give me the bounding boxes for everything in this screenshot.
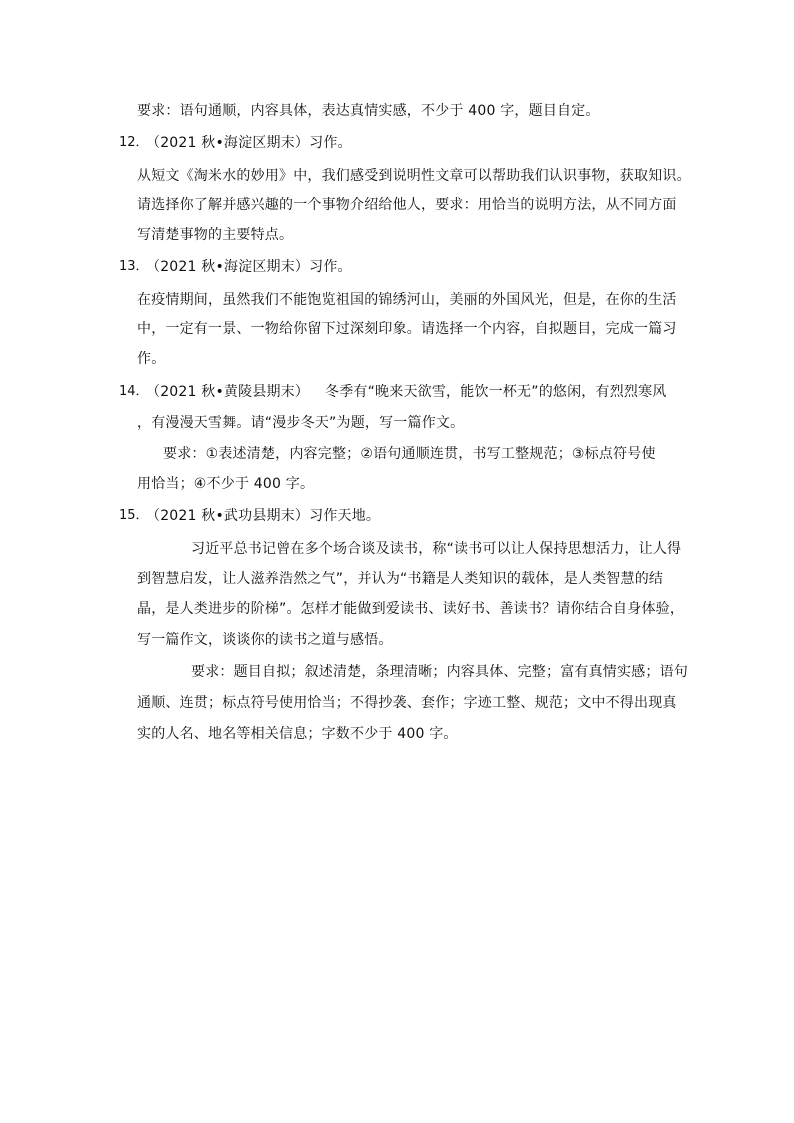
question-15-number: 15． <box>119 508 149 523</box>
question-15-header: （2021 秋•武功县期末）习作天地。 <box>146 508 381 524</box>
question-14-requirement-2: 用恰当；④不少于 400 字。 <box>137 476 315 492</box>
question-13-line-1: 在疫情期间，虽然我们不能饱览祖国的锦绣河山，美丽的外国风光，但是，在你的生活 <box>137 292 677 308</box>
question-12-line-1: 从短文《淘米水的妙用》中，我们感受到说明性文章可以帮助我们认识事物，获取知识。 <box>137 168 691 184</box>
intro-requirement: 要求：语句通顺，内容具体，表达真情实感，不少于 400 字，题目自定。 <box>137 103 600 119</box>
question-14-header: （2021 秋•黄陵县期末） <box>146 384 310 400</box>
question-15-line-2: 到智慧启发，让人滋养浩然之气”，并认为“书籍是人类知识的载体，是人类智慧的结 <box>137 571 664 587</box>
question-13-line-3: 作。 <box>137 351 166 367</box>
question-12-line-2: 请选择你了解并感兴趣的一个事物介绍给他人，要求：用恰当的说明方法，从不同方面 <box>137 197 677 213</box>
question-14-line-1: ，有漫漫天雪舞。请“漫步冬天”为题，写一篇作文。 <box>137 415 465 431</box>
question-15-line-1: 习近平总书记曾在多个场合谈及读书，称“读书可以让人保持思想活力，让人得 <box>191 541 682 557</box>
question-15-requirement-2: 通顺、连贯；标点符号使用恰当；不得抄袭、套作；字迹工整、规范；文中不得出现真 <box>137 695 677 711</box>
question-15-line-3: 晶，是人类进步的阶梯”。怎样才能做到爱读书、读好书、善读书？请你结合自身体验， <box>137 601 685 617</box>
question-15-requirement-3: 实的人名、地名等相关信息；字数不少于 400 字。 <box>137 726 458 742</box>
question-13-number: 13． <box>119 259 149 274</box>
question-13-line-2: 中，一定有一景、一物给你留下过深刻印象。请选择一个内容，自拟题目，完成一篇习 <box>137 321 677 337</box>
question-12-line-3: 写清楚事物的主要特点。 <box>137 227 294 243</box>
question-14-requirement-1: 要求：①表述清楚，内容完整；②语句通顺连贯，书写工整规范；③标点符号使 <box>163 446 656 462</box>
question-14-number: 14． <box>119 384 149 399</box>
question-15-requirement-1: 要求：题目自拟；叙述清楚，条理清晰；内容具体、完整；富有真情实感；语句 <box>191 664 688 680</box>
question-13-header: （2021 秋•海淀区期末）习作。 <box>146 259 352 275</box>
question-14-header-tail: 冬季有“晚来天欲雪，能饮一杯无”的悠闲，有烈烈寒风 <box>325 384 667 400</box>
question-15-line-4: 写一篇作文，谈谈你的读书之道与感悟。 <box>137 632 393 648</box>
question-12-number: 12． <box>119 135 149 150</box>
question-12-header: （2021 秋•海淀区期末）习作。 <box>146 135 352 151</box>
